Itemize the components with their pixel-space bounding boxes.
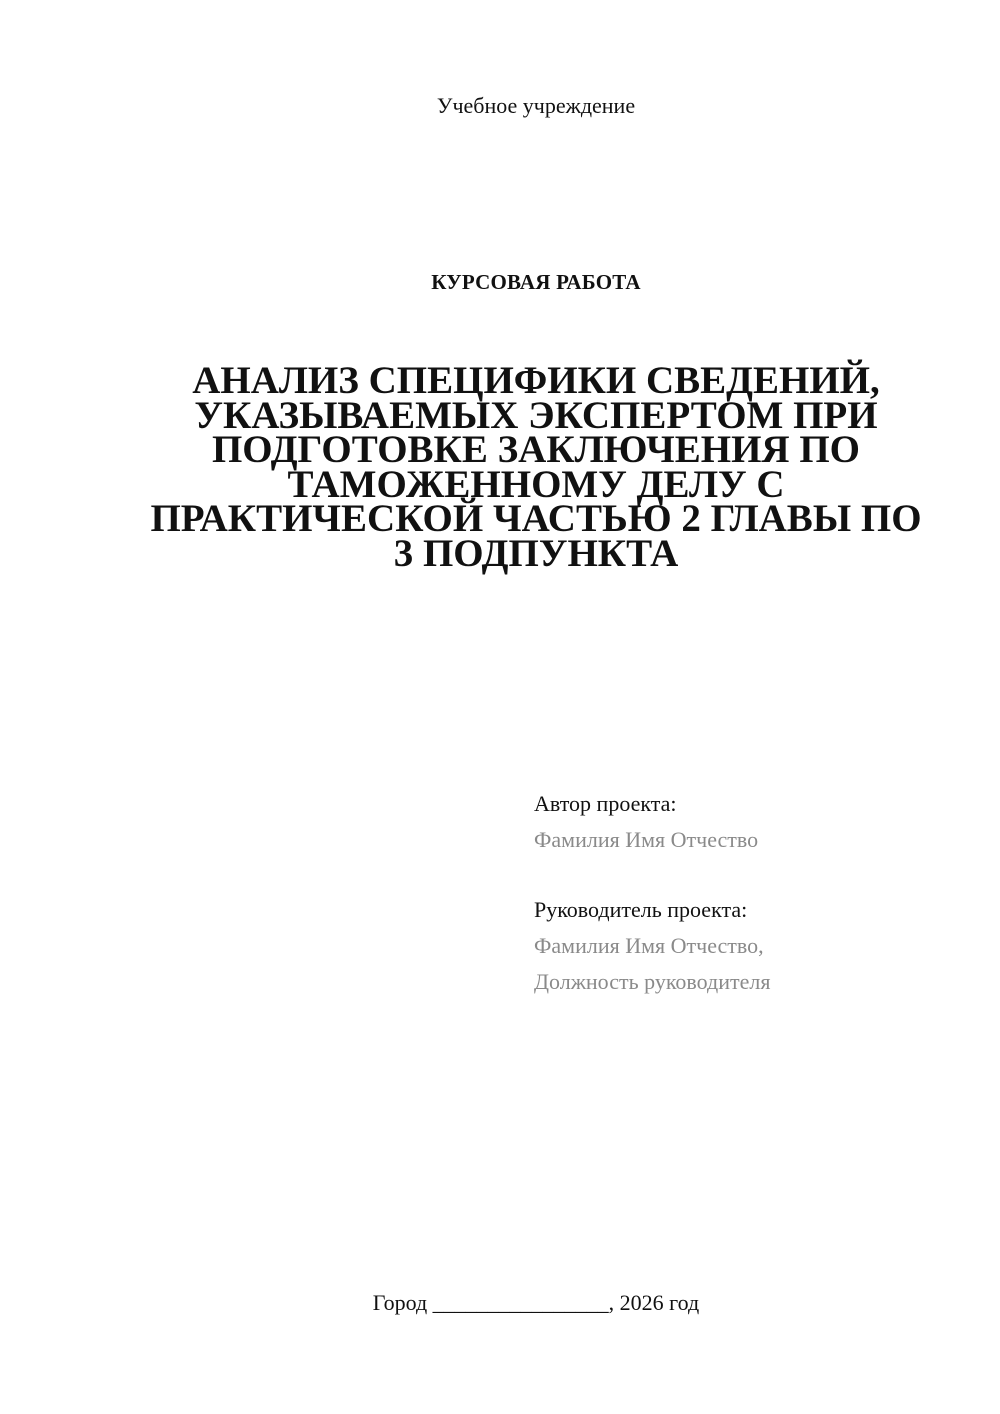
title-line: УКАЗЫВАЕМЫХ ЭКСПЕРТОМ ПРИ (194, 393, 878, 437)
author-block (534, 786, 954, 858)
supervisor-position: Должность руководителя (534, 969, 771, 994)
institution-name: Учебное учреждение (436, 93, 636, 118)
author-name: Фамилия Имя Отчество (534, 827, 759, 852)
supervisor-label: Руководитель проекта: (534, 897, 748, 922)
document-title (130, 359, 942, 575)
work-type-heading: КУРСОВАЯ РАБОТА (431, 270, 641, 294)
title-line: ПОДГОТОВКЕ ЗАКЛЮЧЕНИЯ ПО (211, 428, 861, 471)
author-label: Автор проекта: (534, 791, 677, 816)
city-blank: ________________ (432, 1290, 609, 1315)
supervisor-name: Фамилия Имя Отчество, (534, 933, 764, 958)
city-year-line (0, 1288, 1000, 1318)
title-line: АНАЛИЗ СПЕЦИФИКИ СВЕДЕНИЙ, (192, 359, 880, 402)
year-text: , 2026 год (608, 1290, 700, 1315)
city-label: Город (372, 1290, 428, 1315)
title-line: ПРАКТИЧЕСКОЙ ЧАСТЬЮ 2 ГЛАВЫ ПО (150, 497, 922, 540)
supervisor-block (534, 892, 954, 1000)
title-line: 3 ПОДПУНКТА (393, 531, 679, 575)
title-line: ТАМОЖЕННОМУ ДЕЛУ С (287, 462, 785, 506)
